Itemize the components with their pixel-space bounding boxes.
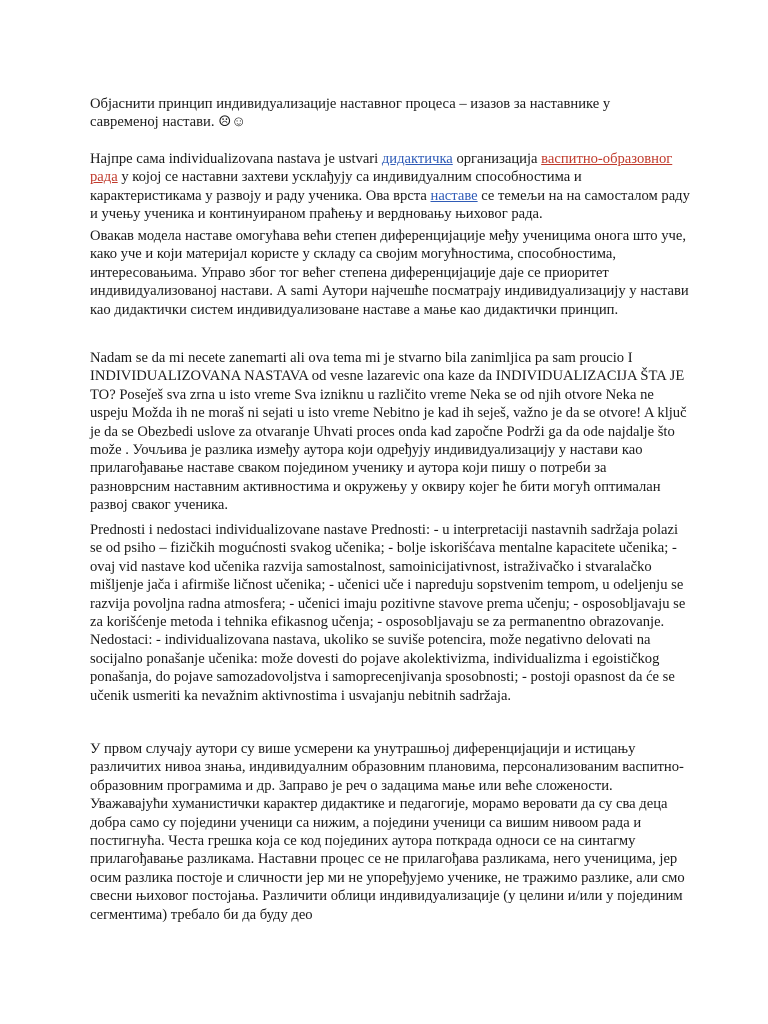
paragraph-3: Nadam se da mi necete zanemarti ali ova tema mi je stvarno bila zanimljica pa sam proucio I INDIVIDUALIZOVANA NASTAVA od vesne lazarevic ona kaze da INDIVIDUALIZACIJA ŠTA JE TO? Poseǰeš sva zrna u isto vreme Sva izniknu u različito vreme Neka se od njih otvore Neka ne uspeju Možda ih ne moraš ni sejati u isto vreme Nebitno je kad ih seješ, važno je da se otvore! A ključ je da se Obezbedi uslove za otvaranje Uhvati proces onda kad započne Podrži ga da ode najdalje što može . Уочљива је разлика између аутора који одређују индивидуализацију у настави као прилагођавање наставе сваком појединoм ученику и аутора који пишу о потреби за разноврсним наставним активностима и окружењу у оквиру којег ће бити могућ оптималан развој сваког ученика. (90, 350, 687, 514)
p1-text-c: у којој се наставни захтеви усклађују са индивидуалним способностима и карактеристикама у развоју и раду ученика. Ова врста (90, 169, 582, 204)
title-line-2: савременој настави. ☹☺ (90, 114, 247, 131)
paragraph-1 (90, 150, 690, 224)
p1-text-d: се темељи на на самосталом раду и учењу ученика и континуираном праћењу и верднoвању њиховог рада. (90, 187, 690, 223)
title-line-1: Објаснити принцип индивидуализације наставног процеса – изазов за наставнике у (90, 96, 611, 112)
paragraph-5: У првом случају аутори су више усмерени ка унутрашњој диференцијацији и истицању различитих нивоа знања, индивидуалним образовним плановима, персонализованим васпитно-образовним програмима и др. Заправо је реч о задацима мање или веће сложености. Уважавајући хуманистички карактер дидактике и педагогије, морамо веровати да су сва деца добра само су поједини ученици са нижим, а поједини ученици са вишим нивоом рада и постигнућа. Честа грешка која се код појединих аутора поткрада односи се на синтагму прилагођавање разликама. Наставни процес се не прилагођава разликама, него ученицима, јер осим разлика постоје и сличности јер ми не упоређујемо ученике, не тражимо разлике, али смо свесни њиховог постојања. Различити облици индивидуализације (у целини и/или у појединим сегментима) требало би да буду део (90, 741, 685, 923)
p1-text-b: организација (452, 151, 542, 167)
link-didakticka[interactable]: дидактичка (381, 151, 453, 167)
p1-text-a: Најпре сама individualizovana nastava је ustvari (90, 151, 382, 167)
link-nastave[interactable]: наставе (430, 187, 478, 204)
question-title (90, 95, 690, 132)
link-vaspitno-obrazovnog-rada[interactable]: васпитно-образовног рада (90, 151, 673, 186)
paragraph-4: Prednosti i nedostaci individualizovane nastave Prednosti: - u interpretaciji nastavnih sadržaja polazi se od psiho – fizičkih mogućnosti svakog učenika; - bolje iskorišćava mentalne kapacitete učenika; - ovaj vid nastave kod učenika razvija samostalnost, samoinicijativnost, istraživačko i stvaralačko mišljenje jača i afirmiše ličnost učenika; - učenici uče i napreduju sopstvenim tempom, u odeljenju se razvija povoljna radna atmosfera; - učenici imaju pozitivne stavove prema učenju; - osposobljavaju se za korišćenje metoda i tehnika efikasnog učenja; - osposobljavaju se za permanentno obrazovanje. Nedostaci: - individualizovana nastava, ukoliko se suviše potencira, može negativno delovati na socijalno ponašanje učenika: može dovesti do pojave akolektivizma, individualizma i egoističkog ponašanja, do pojave samozadovoljstva i samoprecenjivanja sposobnosti; - postoji opasnost da će se učenik usmeriti ka nevažnim aktivnostima i usvajanju nebitnih sadržaja. (90, 522, 686, 704)
paragraph-2: Овакав модела наставе омогућава већи степен диференцијације међу ученицима онога што уче, како уче и који материјал користе у складу са својим могућностима, способностима, интересовањима. Управо због тог већег степена диференцијације даје се приоритет индивидуализованој настави. А sami Аутори најчешће посматрају индивидуализацију у настави као дидактички систем индивидуализоване наставе а мање као дидактички принцип. (90, 228, 689, 318)
